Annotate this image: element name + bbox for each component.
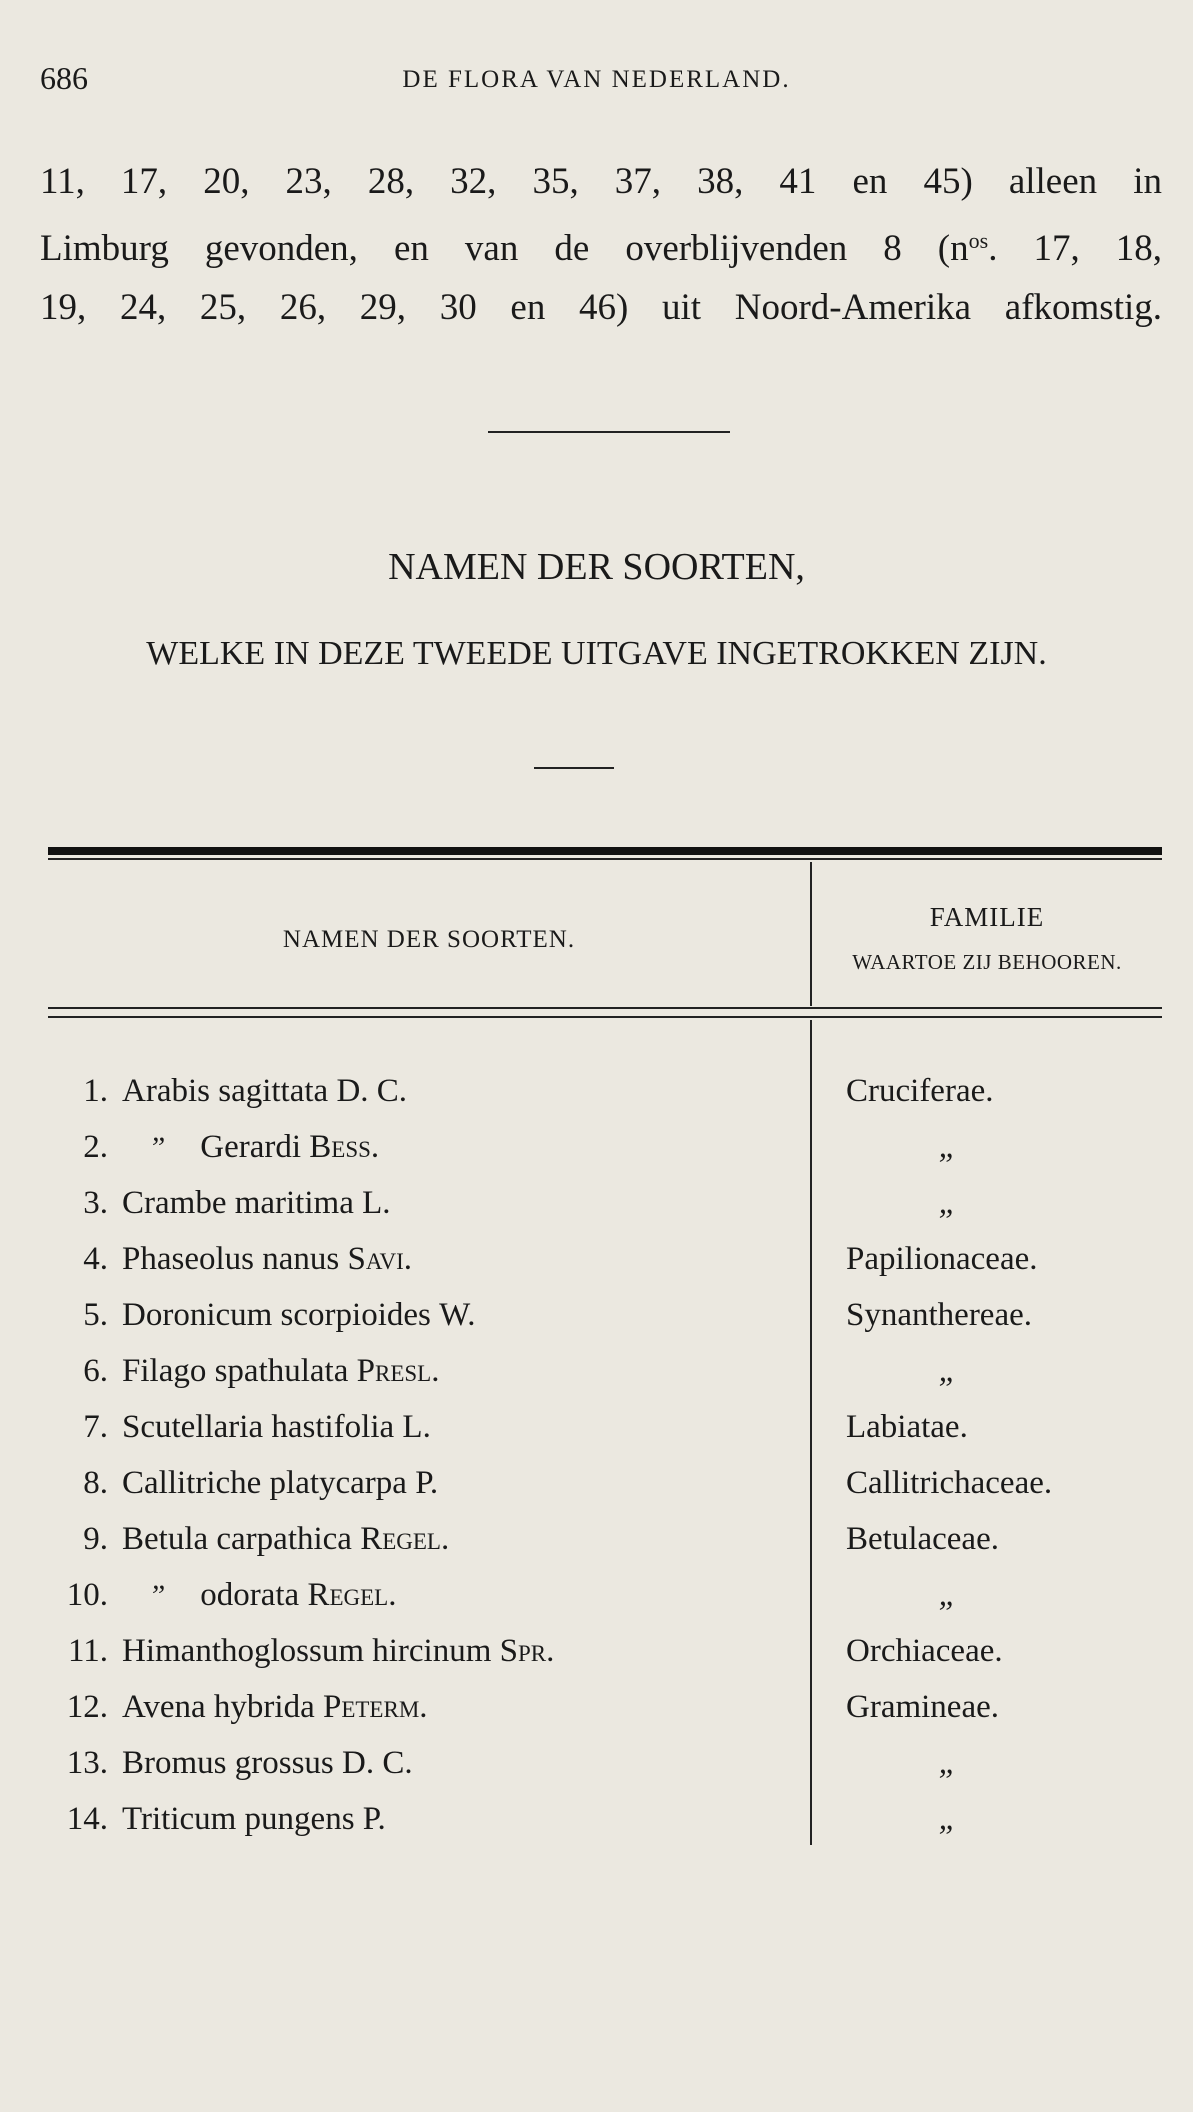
species-name [122, 1745, 413, 1782]
table-row [0, 1745, 1193, 1801]
species-author: Bess. [309, 1129, 380, 1165]
table-top-rule-thin [48, 858, 1162, 860]
row-number: 11. [67, 1633, 108, 1669]
header-bottom-rule-2 [48, 1016, 1162, 1018]
table-row [0, 1185, 1193, 1241]
species-author: Savi. [347, 1241, 413, 1277]
species-author: Peterm. [322, 1689, 428, 1725]
species-author: L. [362, 1185, 391, 1221]
family-name: Synanthereae. [846, 1297, 1032, 1333]
species-binomial: Callitriche platycarpa [122, 1465, 407, 1501]
family-ditto-mark: ” [935, 1203, 954, 1239]
row-number: 10. [66, 1577, 108, 1613]
table-row [0, 1521, 1193, 1577]
species-author: D. C. [342, 1745, 413, 1781]
section-subtitle: WELKE IN DEZE TWEEDE UITGAVE INGETROKKEN ZIJN. [146, 635, 1047, 672]
species-binomial: Triticum pungens [122, 1801, 355, 1837]
species-binomial: Doronicum scorpioides [122, 1297, 431, 1333]
family-name: Callitrichaceae. [846, 1465, 1053, 1501]
row-number: 3. [83, 1185, 108, 1221]
family-name: Papilionaceae. [846, 1241, 1038, 1277]
row-number: 1. [83, 1073, 108, 1109]
table-row [0, 1633, 1193, 1689]
row-number: 5. [83, 1297, 108, 1333]
family-ditto-mark: ” [935, 1819, 954, 1855]
ditto-mark: ” [148, 1131, 166, 1164]
column-header-species: NAMEN DER SOORTEN. [282, 926, 576, 953]
species-name [122, 1297, 475, 1334]
species-author: Spr. [499, 1633, 555, 1669]
species-binomial: Gerardi [200, 1129, 302, 1165]
row-number: 7. [83, 1409, 108, 1445]
section-divider-rule [488, 431, 730, 433]
species-name [122, 1689, 428, 1726]
family-ditto-mark: ” [935, 1371, 954, 1407]
family-name: Betulaceae. [846, 1521, 999, 1557]
species-author: L. [402, 1409, 431, 1445]
table-row [0, 1409, 1193, 1465]
row-number: 13. [66, 1745, 108, 1781]
species-binomial: Scutellaria hastifolia [122, 1409, 395, 1445]
column-header-family: FAMILIE [929, 902, 1045, 932]
table-top-rule-thick [48, 847, 1162, 855]
species-name [122, 1241, 412, 1278]
species-author: Regel. [360, 1521, 450, 1557]
species-name [122, 1801, 386, 1838]
table-row [0, 1297, 1193, 1353]
table-row [0, 1073, 1193, 1129]
family-name: Cruciferae. [846, 1073, 994, 1109]
species-name [122, 1521, 449, 1558]
species-author: P. [415, 1465, 439, 1501]
species-name [122, 1465, 438, 1502]
species-author: D. C. [336, 1073, 408, 1109]
family-name: Gramineae. [846, 1689, 999, 1725]
row-number: 14. [66, 1801, 108, 1837]
family-ditto-mark: ” [935, 1763, 954, 1799]
body-paragraph [40, 152, 1162, 337]
table-row [0, 1129, 1193, 1185]
family-ditto-mark: ” [935, 1147, 954, 1183]
row-number: 12. [66, 1689, 108, 1725]
species-binomial: Arabis sagittata [122, 1073, 329, 1109]
running-title: DE FLORA VAN NEDERLAND. [402, 66, 791, 93]
table-row [0, 1465, 1193, 1521]
species-binomial: Filago spathulata [122, 1353, 349, 1389]
species-binomial: Betula carpathica [122, 1521, 352, 1557]
species-name [122, 1633, 554, 1670]
paragraph-line-2-b: . 17, 18, [988, 228, 1162, 269]
section-title: NAMEN DER SOORTEN, [388, 546, 805, 588]
family-ditto-mark: ” [935, 1595, 954, 1631]
species-name [122, 1185, 391, 1222]
species-name [122, 1353, 439, 1390]
family-name: Orchiaceae. [846, 1633, 1003, 1669]
table-row [0, 1689, 1193, 1745]
species-name [122, 1129, 379, 1166]
paragraph-line-2 [40, 211, 1162, 278]
species-binomial: Avena hybrida [122, 1689, 315, 1725]
species-binomial: odorata [200, 1577, 300, 1613]
species-author: P. [362, 1801, 386, 1837]
table-row [0, 1577, 1193, 1633]
row-number: 6. [83, 1353, 108, 1389]
species-author: Presl. [356, 1353, 440, 1389]
species-name [122, 1577, 396, 1614]
species-binomial: Bromus grossus [122, 1745, 334, 1781]
species-binomial: Himanthoglossum hircinum [122, 1633, 492, 1669]
paragraph-line-1: 11, 17, 20, 23, 28, 32, 35, 37, 38, 41 en 45) alleen in [40, 161, 1162, 202]
family-name: Labiatae. [846, 1409, 968, 1445]
species-binomial: Phaseolus nanus [122, 1241, 340, 1277]
subtitle-rule [534, 767, 614, 769]
species-name [122, 1409, 431, 1446]
species-name [122, 1073, 407, 1110]
row-number: 4. [83, 1241, 108, 1277]
row-number: 8. [83, 1465, 108, 1501]
species-author: W. [439, 1297, 476, 1333]
species-author: Regel. [307, 1577, 397, 1613]
table-row [0, 1801, 1193, 1857]
table-row [0, 1353, 1193, 1409]
row-number: 2. [83, 1129, 108, 1165]
species-binomial: Crambe maritima [122, 1185, 354, 1221]
page-number: 686 [40, 60, 88, 96]
row-number: 9. [83, 1521, 108, 1557]
paragraph-line-2-a: Limburg gevonden, en van de overblijvenden 8 (n [40, 228, 969, 269]
column-header-family-sub: WAARTOE ZIJ BEHOOREN. [852, 950, 1122, 974]
ditto-mark: ” [148, 1579, 166, 1612]
paragraph-line-3: 19, 24, 25, 26, 29, 30 en 46) uit Noord-Amerika afkomstig. [40, 287, 1162, 328]
paragraph-superscript: os [968, 228, 989, 253]
header-bottom-rule-1 [48, 1007, 1162, 1009]
table-header-divider [810, 862, 812, 1006]
table-row [0, 1241, 1193, 1297]
